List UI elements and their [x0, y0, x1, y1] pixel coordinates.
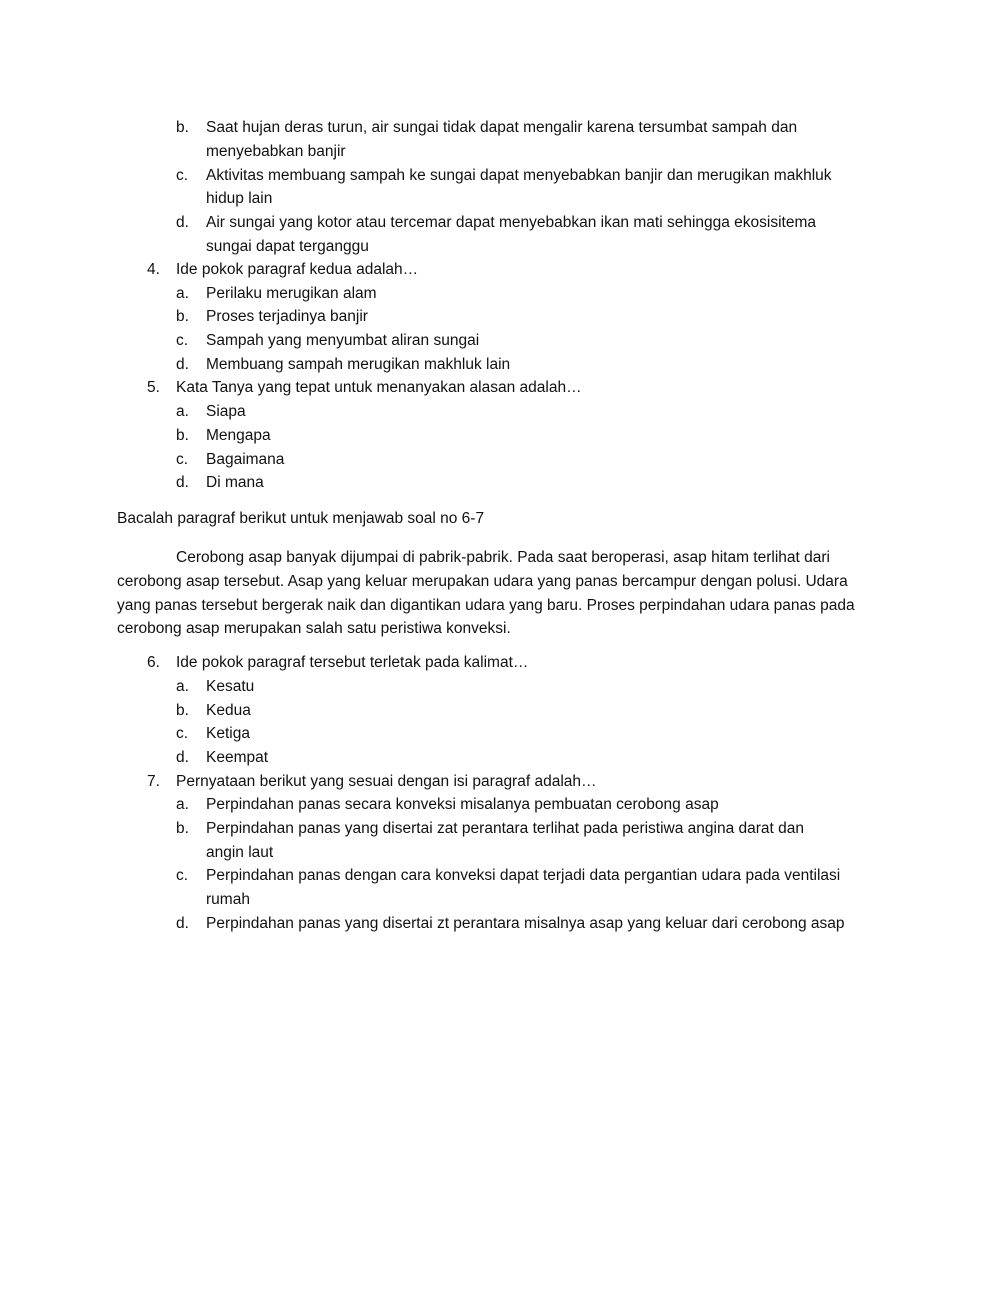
question-text: Kata Tanya yang tepat untuk menanyakan alasan adalah…: [176, 379, 582, 396]
option-letter: b.: [176, 820, 189, 837]
option-text: rumah: [206, 891, 250, 908]
reading-instruction: Bacalah paragraf berikut untuk menjawab soal no 6-7: [117, 510, 485, 527]
option-text: Saat hujan deras turun, air sungai tidak dapat mengalir karena tersumbat sampah dan: [206, 119, 798, 136]
option-text: Perilaku merugikan alam: [206, 285, 377, 302]
option-text: Perpindahan panas yang disertai zat perantara terlihat pada peristiwa angina darat dan: [206, 820, 805, 837]
option-letter: b.: [176, 702, 189, 719]
option-text: Siapa: [206, 403, 246, 420]
option-text: Perpindahan panas secara konveksi misalanya pembuatan cerobong asap: [206, 796, 719, 813]
option-text: Bagaimana: [206, 451, 285, 468]
option-text: Perpindahan panas dengan cara konveksi dapat terjadi data pergantian udara pada ventilasi: [206, 867, 841, 884]
option-text: Sampah yang menyumbat aliran sungai: [206, 332, 480, 349]
option-text: Kedua: [206, 702, 251, 719]
question-number: 5.: [147, 379, 160, 396]
option-letter: c.: [176, 725, 189, 742]
question-number: 6.: [147, 654, 160, 671]
option-letter: a.: [176, 403, 189, 420]
option-letter: d.: [176, 749, 189, 766]
option-text: Mengapa: [206, 427, 271, 444]
option-letter: b.: [176, 427, 189, 444]
option-text: Di mana: [206, 474, 264, 491]
option-letter: a.: [176, 285, 189, 302]
option-text: Aktivitas membuang sampah ke sungai dapat menyebabkan banjir dan merugikan makhluk: [206, 167, 832, 184]
option-letter: d.: [176, 356, 189, 373]
option-letter: d.: [176, 214, 189, 231]
option-letter: a.: [176, 678, 189, 695]
option-text: Perpindahan panas yang disertai zt perantara misalnya asap yang keluar dari cerobong asap: [206, 915, 845, 932]
question-number: 4.: [147, 261, 160, 278]
option-text: menyebabkan banjir: [206, 143, 346, 160]
option-letter: b.: [176, 308, 189, 325]
question-number: 7.: [147, 773, 160, 790]
option-letter: c.: [176, 167, 189, 184]
reading-passage: Cerobong asap banyak dijumpai di pabrik-pabrik. Pada saat beroperasi, asap hitam terlihat dari cerobong asap tersebut. Asap yang keluar merupakan udara yang panas bercampur dengan polusi. Udara yang panas tersebut bergerak naik dan digantikan udara yang baru. Proses perpindahan udara panas pada cerobong asap merupakan salah satu peristiwa konveksi.: [117, 549, 855, 638]
option-letter: c.: [176, 451, 189, 468]
option-text: Membuang sampah merugikan makhluk lain: [206, 356, 511, 373]
question-text: Pernyataan berikut yang sesuai dengan isi paragraf adalah…: [176, 773, 597, 790]
question-text: Ide pokok paragraf kedua adalah…: [176, 261, 419, 278]
option-text: Kesatu: [206, 678, 255, 695]
option-letter: b.: [176, 119, 189, 136]
option-letter: a.: [176, 796, 189, 813]
option-letter: c.: [176, 867, 189, 884]
option-text: hidup lain: [206, 190, 273, 207]
option-text: Proses terjadinya banjir: [206, 308, 368, 325]
option-text: Ketiga: [206, 725, 250, 742]
option-letter: d.: [176, 474, 189, 491]
option-text: sungai dapat terganggu: [206, 238, 369, 255]
option-text: angin laut: [206, 844, 274, 861]
option-letter: d.: [176, 915, 189, 932]
option-letter: c.: [176, 332, 189, 349]
question-text: Ide pokok paragraf tersebut terletak pada kalimat…: [176, 654, 529, 671]
option-text: Keempat: [206, 749, 269, 766]
option-text: Air sungai yang kotor atau tercemar dapat menyebabkan ikan mati sehingga ekosisitema: [206, 214, 817, 231]
